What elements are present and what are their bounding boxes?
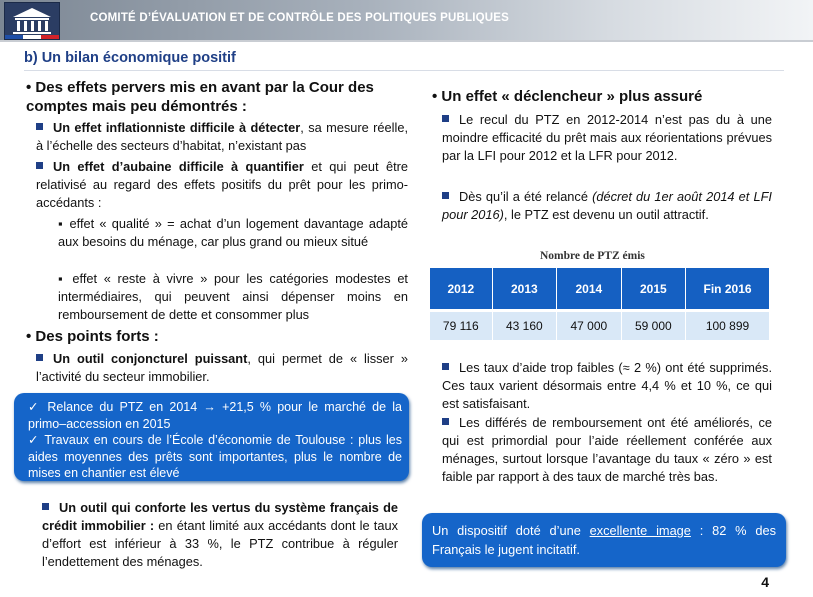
table-row	[430, 311, 770, 341]
value-cell: 79 116	[430, 311, 492, 341]
bullet-differes: Les différés de remboursement ont été améliorés, ce qui est primordial pour l’aide réellement conférée aux ménages, surtout lorsque l’avantage du taux « zéro » est faible par rapport à des taux de marché très bas.	[442, 415, 772, 484]
heading-effet-declencheur: • Un effet « déclencheur » plus assuré	[432, 88, 703, 105]
highlight-box-image	[422, 513, 786, 567]
box-item-ecole-toulouse: ✓ Travaux en cours de l’École d’économie de Toulouse : plus les aides moyennes des prêts sont importantes, plus le nombre de mises en chantier est élevé	[28, 433, 402, 480]
square-bullet-icon	[36, 123, 43, 130]
assemblee-nationale-logo-icon	[4, 2, 60, 40]
value-cell: 43 160	[492, 311, 556, 341]
box-item-relance: ✓ Relance du PTZ en 2014 → +21,5 % pour le marché de la primo–accession en 2015	[28, 400, 402, 431]
square-bullet-icon	[36, 354, 43, 361]
box-text-image: Un dispositif doté d’une excellente image : 82 % des Français le jugent incitatif.	[432, 523, 776, 557]
section-title: b) Un bilan économique positif	[24, 50, 236, 66]
ptz-table	[430, 268, 770, 340]
value-cell: 100 899	[686, 311, 770, 341]
header-cell: 2015	[621, 268, 685, 311]
header-cell: 2012	[430, 268, 492, 311]
header-cell: Fin 2016	[686, 268, 770, 311]
header-divider	[0, 40, 813, 42]
table-header-row	[430, 268, 770, 311]
bullet-credit-immobilier: Un outil qui conforte les vertus du système français de crédit immobilier : en étant limité aux accédants dont le taux d’effort est inférieur à 33 %, le PTZ contribue à réguler l’endettement des ménages.	[42, 500, 398, 569]
bullet-outil-conjoncturel: Un outil conjoncturel puissant, qui permet de « lisser » l’activité du secteur immobilier.	[36, 351, 409, 384]
square-bullet-icon	[442, 418, 449, 425]
square-bullet-icon	[442, 115, 449, 122]
bullet-taux-aide: Les taux d’aide trop faibles (≈ 2 %) ont été supprimés. Ces taux varient désormais entre 4,4 % et 10 %, ce qui est satisfaisant.	[442, 360, 772, 411]
heading-effets-pervers: • Des effets pervers mis en avant par la Cour des comptes mais peu démontrés :	[26, 79, 374, 115]
header-cell: 2014	[557, 268, 621, 311]
square-bullet-icon	[36, 162, 43, 169]
square-bullet-icon	[442, 363, 449, 370]
highlight-box-relance	[14, 393, 409, 481]
header-cell: 2013	[492, 268, 556, 311]
bullet-recul-ptz: Le recul du PTZ en 2012-2014 n’est pas du à une moindre efficacité du prêt mais aux réorientations prévues par la LFI pour 2012 et la LFR pour 2012.	[442, 112, 772, 163]
sub-effet-reste-a-vivre: ▪ effet « reste à vivre » pour les catégories modestes et intermédiaires, qui peuvent ainsi dépenser moins en remboursement de dette et consommer plus	[58, 271, 408, 322]
bullet-inflationniste: Un effet inflationniste difficile à détecter, sa mesure réelle, à l’échelle des secteurs d’habitat, n’existant pas	[36, 120, 408, 153]
bullet-relance: Dès qu’il a été relancé (décret du 1er août 2014 et LFI pour 2016), le PTZ est devenu un outil attractif.	[442, 189, 772, 222]
sub-effet-qualite: ▪ effet « qualité » = achat d’un logement davantage adapté aux besoins du ménage, car plus grand ou mieux situé	[58, 216, 408, 249]
header-title: COMITÉ D’ÉVALUATION ET DE CONTRÔLE DES POLITIQUES PUBLIQUES	[90, 12, 510, 24]
table-caption: Nombre de PTZ émis	[540, 250, 645, 262]
heading-points-forts: • Des points forts :	[26, 328, 159, 345]
square-bullet-icon	[42, 503, 49, 510]
square-bullet-icon	[442, 192, 449, 199]
bullet-aubaine: Un effet d’aubaine difficile à quantifier et qui peut être relativisé au regard des effets positifs du prêt pour les primo-accédants :	[36, 159, 409, 210]
value-cell: 47 000	[557, 311, 621, 341]
page-number: 4	[761, 574, 769, 590]
value-cell: 59 000	[621, 311, 685, 341]
title-divider	[24, 70, 784, 71]
